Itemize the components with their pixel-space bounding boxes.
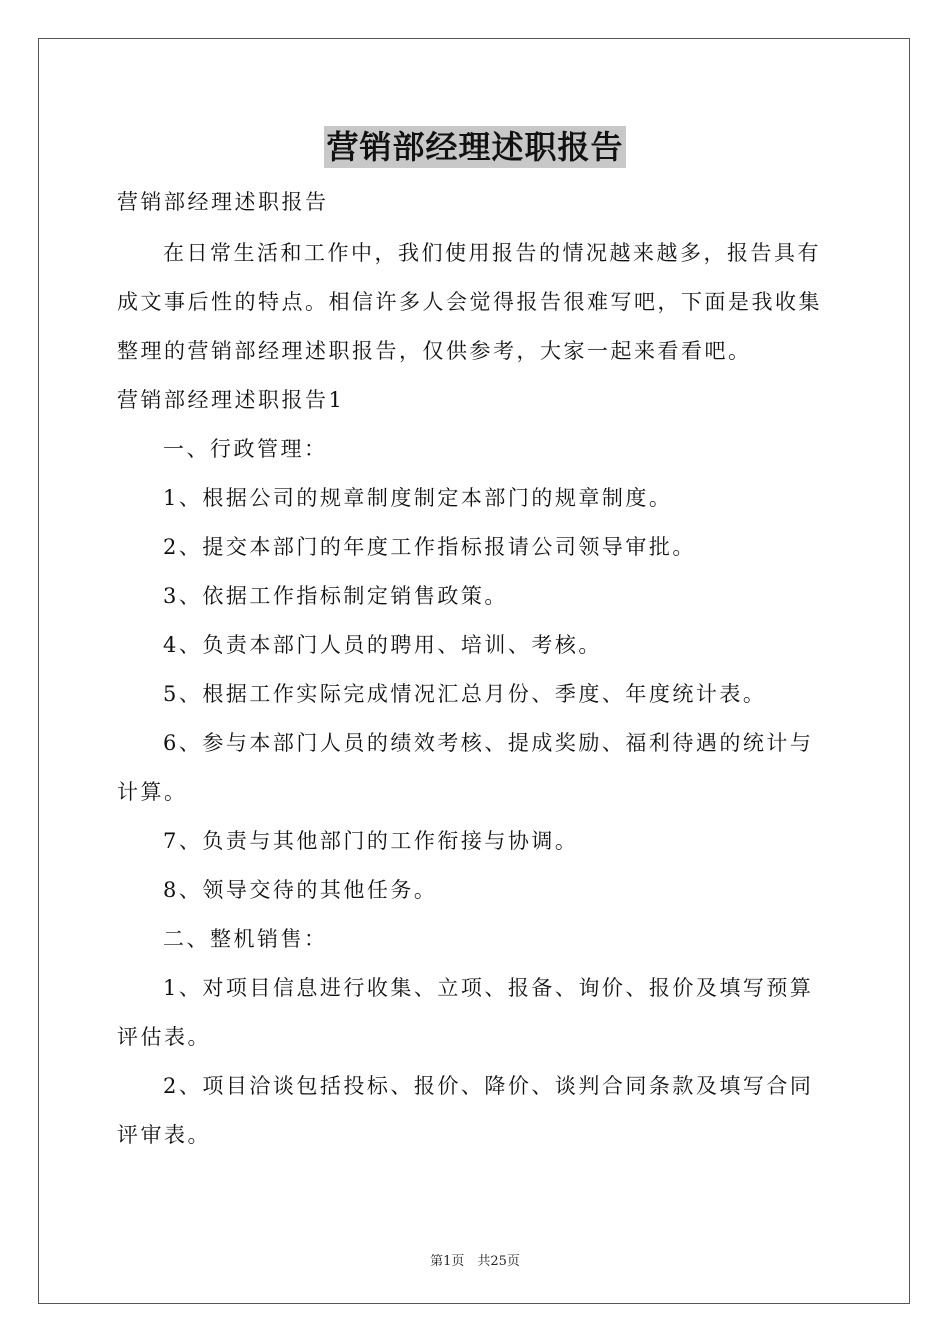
- list-item: 7、负责与其他部门的工作衔接与协调。: [163, 829, 579, 853]
- document-body: [117, 178, 835, 1160]
- section-heading: 营销部经理述职报告1: [117, 388, 345, 412]
- list-item: 1、根据公司的规章制度制定本部门的规章制度。: [163, 486, 673, 510]
- list-item: 5、根据工作实际完成情况汇总月份、季度、年度统计表。: [163, 682, 767, 706]
- title-container: [0, 126, 950, 168]
- list-item: 6、参与本部门人员的绩效考核、提成奖励、福利待遇的统计与: [163, 731, 814, 755]
- document-title: 营销部经理述职报告: [326, 128, 624, 166]
- list-item: 1、对项目信息进行收集、立项、报备、询价、报价及填写预算: [163, 976, 814, 1000]
- list-item-continuation: 评估表。: [117, 1025, 211, 1049]
- list-item: 4、负责本部门人员的聘用、培训、考核。: [163, 633, 602, 657]
- list-item: 3、依据工作指标制定销售政策。: [163, 584, 508, 608]
- paragraph-line: 营销部经理述职报告: [117, 190, 329, 214]
- list-item: 8、领导交待的其他任务。: [163, 878, 438, 902]
- paragraph-line: 在日常生活和工作中，我们使用报告的情况越来越多，报告具有: [163, 241, 821, 265]
- page-footer: 第1页 共25页: [430, 1254, 520, 1269]
- list-item-continuation: 评审表。: [117, 1123, 211, 1147]
- paragraph-line: 整理的营销部经理述职报告，仅供参考，大家一起来看看吧。: [117, 339, 752, 363]
- paragraph-line: 成文事后性的特点。相信许多人会觉得报告很难写吧，下面是我收集: [117, 290, 822, 314]
- list-item: 2、项目洽谈包括投标、报价、降价、谈判合同条款及填写合同: [163, 1074, 814, 1098]
- list-heading: 二、整机销售：: [163, 927, 328, 951]
- list-item: 2、提交本部门的年度工作指标报请公司领导审批。: [163, 535, 696, 559]
- list-item-continuation: 计算。: [117, 780, 188, 804]
- list-heading: 一、行政管理：: [163, 437, 328, 461]
